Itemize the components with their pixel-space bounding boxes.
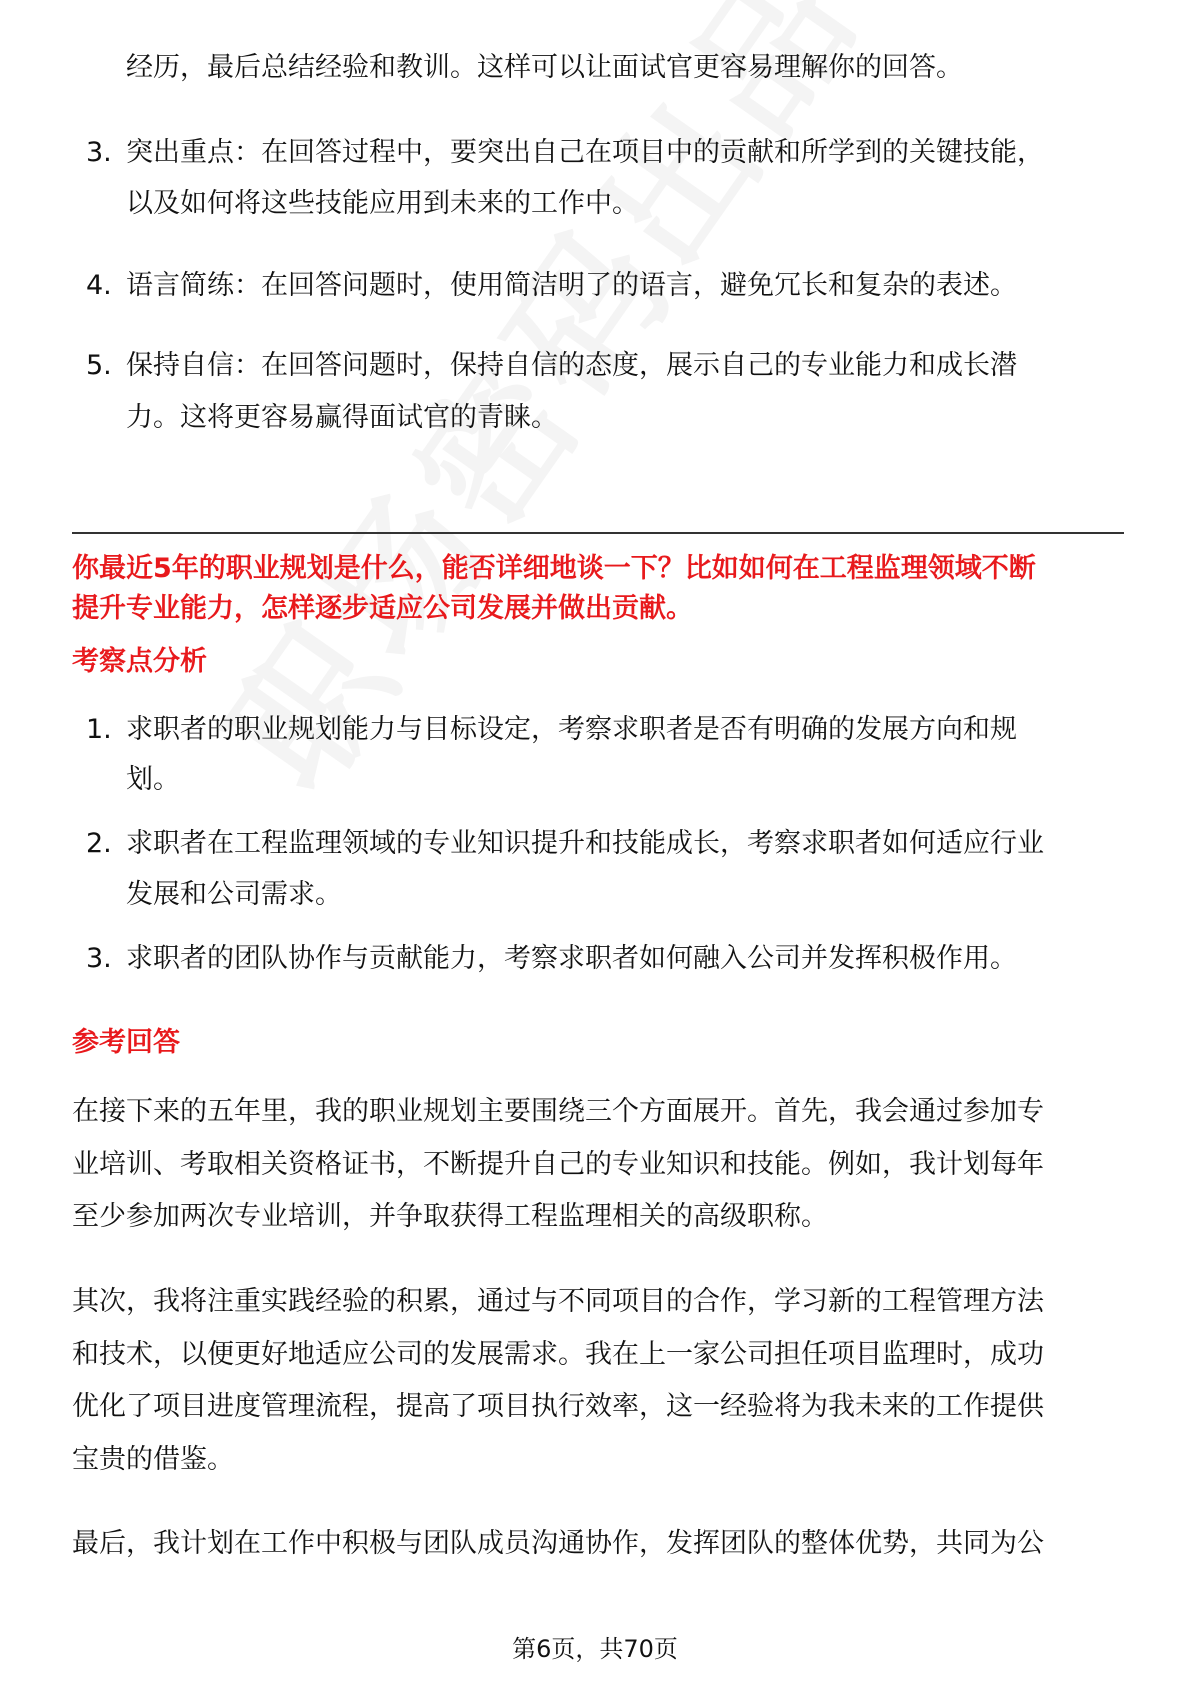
- analysis-line: 求职者的职业规划能力与目标设定，考察求职者是否有明确的发展方向和规: [126, 714, 1017, 745]
- answer-line: 优化了项目进度管理流程，提高了项目执行效率，这一经验将为我未来的工作提供: [72, 1391, 1044, 1422]
- tip-number: 3.: [86, 137, 112, 168]
- question-line: 你最近5年的职业规划是什么，能否详细地谈一下？比如如何在工程监理领域不断: [72, 553, 1036, 584]
- analysis-heading: 考察点分析: [72, 646, 207, 677]
- tip-line: 突出重点：在回答过程中，要突出自己在项目中的贡献和所学到的关键技能，: [126, 137, 1044, 168]
- answer-line: 其次，我将注重实践经验的积累，通过与不同项目的合作，学习新的工程管理方法: [72, 1286, 1044, 1317]
- tip-line: 语言简练：在回答问题时，使用简洁明了的语言，避免冗长和复杂的表述。: [126, 270, 1017, 301]
- tip-line: 保持自信：在回答问题时，保持自信的态度，展示自己的专业能力和成长潜: [126, 350, 1017, 381]
- intro-tail-line: 经历，最后总结经验和教训。这样可以让面试官更容易理解你的回答。: [126, 52, 963, 83]
- analysis-number: 2.: [86, 828, 112, 859]
- analysis-number: 1.: [86, 714, 112, 745]
- analysis-line: 划。: [126, 764, 180, 795]
- tip-line: 力。这将更容易赢得面试官的青睐。: [126, 402, 558, 433]
- answer-line: 和技术，以便更好地适应公司的发展需求。我在上一家公司担任项目监理时，成功: [72, 1339, 1044, 1370]
- analysis-line: 求职者的团队协作与贡献能力，考察求职者如何融入公司并发挥积极作用。: [126, 943, 1017, 974]
- answer-line: 宝贵的借鉴。: [72, 1444, 234, 1475]
- tip-number: 4.: [86, 270, 112, 301]
- analysis-line: 求职者在工程监理领域的专业知识提升和技能成长，考察求职者如何适应行业: [126, 828, 1044, 859]
- tip-number: 5.: [86, 350, 112, 381]
- question-line: 提升专业能力，怎样逐步适应公司发展并做出贡献。: [72, 593, 693, 624]
- tip-line: 以及如何将这些技能应用到未来的工作中。: [126, 188, 639, 219]
- analysis-line: 发展和公司需求。: [126, 879, 342, 910]
- answer-line: 业培训、考取相关资格证书，不断提升自己的专业知识和技能。例如，我计划每年: [72, 1149, 1044, 1180]
- answer-line: 至少参加两次专业培训，并争取获得工程监理相关的高级职称。: [72, 1201, 828, 1232]
- answer-line: 在接下来的五年里，我的职业规划主要围绕三个方面展开。首先，我会通过参加专: [72, 1096, 1044, 1127]
- answer-line: 最后，我计划在工作中积极与团队成员沟通协作，发挥团队的整体优势，共同为公: [72, 1528, 1044, 1559]
- page-number: 第6页，共70页: [512, 1635, 678, 1663]
- section-divider: [72, 532, 1124, 534]
- analysis-number: 3.: [86, 943, 112, 974]
- answer-heading: 参考回答: [72, 1027, 180, 1058]
